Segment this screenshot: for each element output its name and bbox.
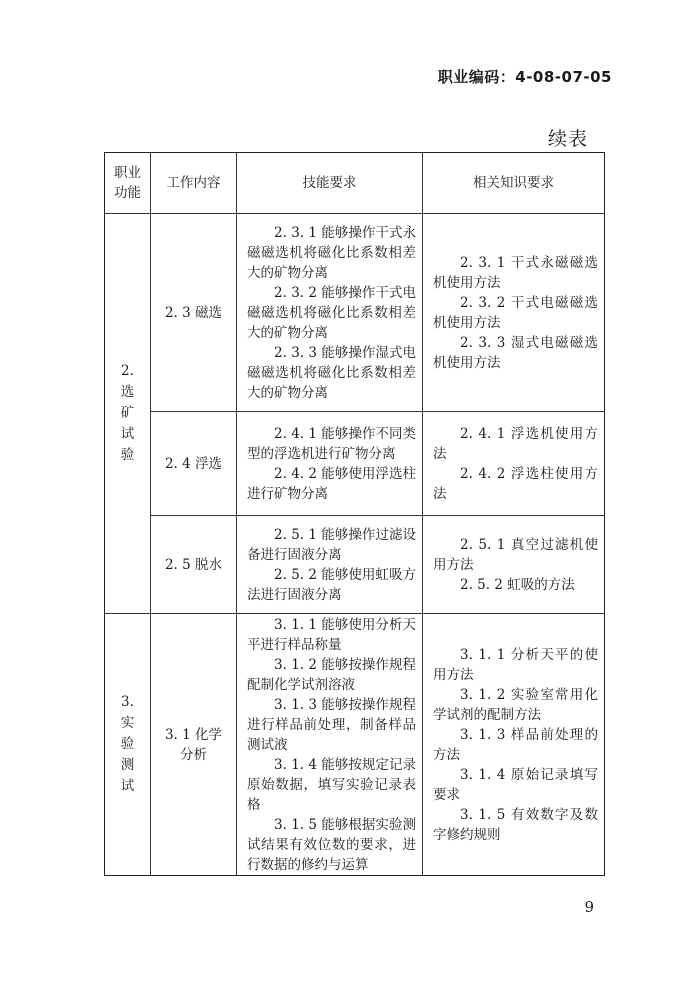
skill-requirements-cell (237, 412, 423, 516)
work-content-cell: 3. 1 化学 分析 (151, 614, 237, 876)
skill-requirements-cell (237, 516, 423, 614)
skill-item: 2. 5. 2 能够使用虹吸方法进行固液分离 (247, 566, 416, 603)
knowledge-item: 2. 3. 3 湿式电磁磁选机使用方法 (433, 334, 598, 371)
skill-item: 2. 4. 2 能够使用浮选柱进行矿物分离 (247, 465, 416, 502)
knowledge-item: 2. 3. 2 干式电磁磁选机使用方法 (433, 294, 598, 331)
column-header-skills: 技能要求 (237, 153, 423, 214)
skill-item: 2. 3. 1 能够操作干式永磁磁选机将磁化比系数相差大的矿物分离 (247, 224, 416, 281)
table-body (105, 214, 605, 876)
occupation-code: 职业编码：4-08-07-05 (437, 68, 612, 86)
knowledge-requirements-cell (423, 412, 605, 516)
knowledge-requirements-cell (423, 214, 605, 412)
knowledge-item: 2. 5. 2 虹吸的方法 (460, 576, 575, 593)
skill-item: 3. 1. 2 能够按操作规程配制化学试剂溶液 (247, 656, 416, 693)
knowledge-item: 2. 3. 1 干式永磁磁选机使用方法 (433, 254, 598, 291)
skill-item: 2. 4. 1 能够操作不同类型的浮选机进行矿物分离 (247, 425, 416, 462)
function-cell: 2. 选 矿 试 验 (105, 214, 151, 614)
knowledge-item: 3. 1. 4 原始记录填写要求 (433, 766, 598, 803)
skill-item: 3. 1. 5 能够根据实验测试结果有效位数的要求，进行数据的修约与运算 (247, 816, 416, 873)
work-content-cell: 2. 4 浮选 (151, 412, 237, 516)
knowledge-item: 3. 1. 5 有效数字及数字修约规则 (433, 806, 598, 843)
column-header-work: 工作内容 (151, 153, 237, 214)
function-cell: 3. 实 验 测 试 (105, 614, 151, 876)
column-header-function: 职业 功能 (105, 153, 151, 214)
knowledge-item: 3. 1. 1 分析天平的使用方法 (433, 646, 598, 683)
knowledge-item: 2. 4. 2 浮选柱使用方法 (433, 465, 598, 502)
skill-requirements-cell (237, 214, 423, 412)
knowledge-item: 2. 5. 1 真空过滤机使用方法 (433, 536, 598, 573)
work-content-cell: 2. 5 脱水 (151, 516, 237, 614)
skill-requirements-cell (237, 614, 423, 876)
skill-item: 2. 3. 3 能够操作湿式电磁磁选机将磁化比系数相差大的矿物分离 (247, 344, 416, 401)
table-row (105, 516, 605, 614)
knowledge-item: 2. 4. 1 浮选机使用方法 (433, 425, 598, 462)
table-row (105, 614, 605, 876)
knowledge-requirements-cell (423, 516, 605, 614)
skill-item: 2. 5. 1 能够操作过滤设备进行固液分离 (247, 526, 416, 563)
table-row (105, 412, 605, 516)
work-content-cell: 2. 3 磁选 (151, 214, 237, 412)
skill-item: 3. 1. 1 能够使用分析天平进行样品称量 (247, 616, 416, 653)
continued-label: 续表 (547, 128, 588, 150)
page-number: 9 (584, 898, 594, 916)
knowledge-requirements-cell (423, 614, 605, 876)
table-row (105, 214, 605, 412)
skill-item: 3. 1. 4 能够按规定记录原始数据，填写实验记录表格 (247, 756, 416, 813)
knowledge-item: 3. 1. 3 样品前处理的方法 (433, 726, 598, 763)
column-header-knowledge: 相关知识要求 (423, 153, 605, 214)
table-header-row (105, 153, 605, 214)
skills-table (104, 152, 605, 876)
skill-item: 3. 1. 3 能够按操作规程进行样品前处理，制备样品测试液 (247, 696, 416, 753)
skill-item: 2. 3. 2 能够操作干式电磁磁选机将磁化比系数相差大的矿物分离 (247, 284, 416, 341)
knowledge-item: 3. 1. 2 实验室常用化学试剂的配制方法 (433, 686, 598, 723)
